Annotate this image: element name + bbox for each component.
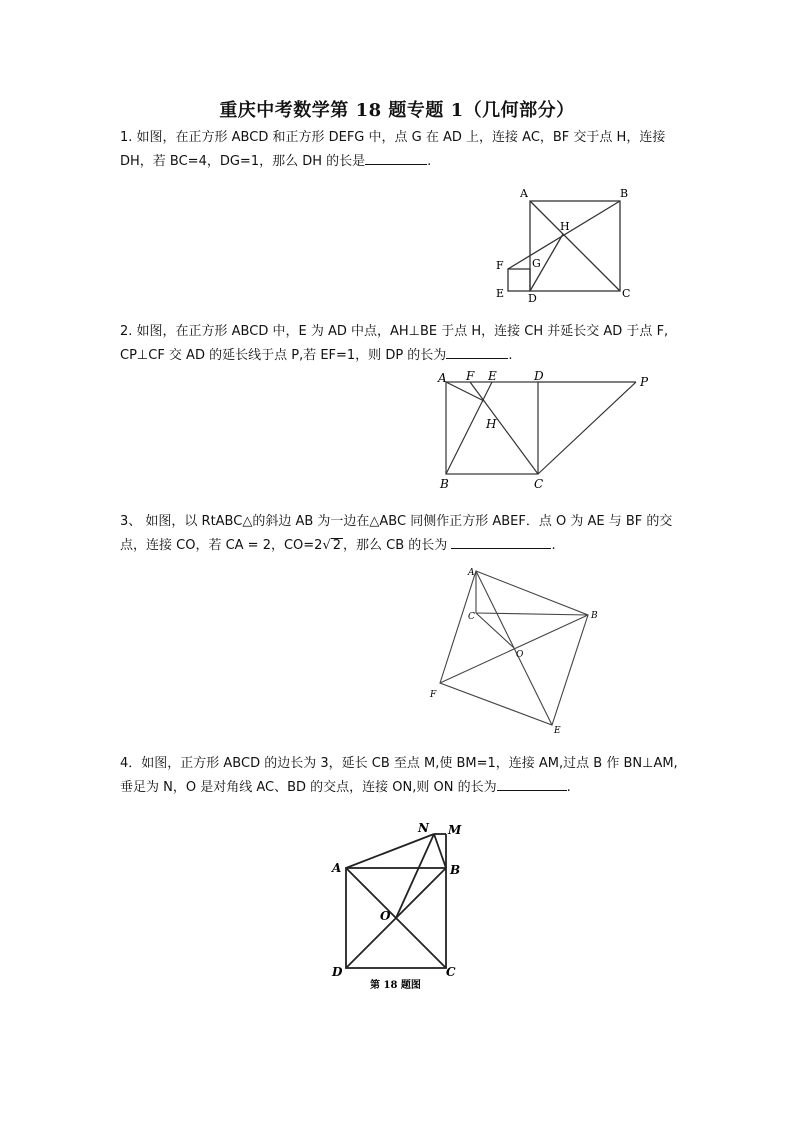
- label-E: E: [496, 287, 505, 300]
- label-C: C: [622, 287, 631, 300]
- answer-blank-3[interactable]: [451, 533, 551, 549]
- question-3-text: 3、 如图，以 RtABC△的斜边 AB 为一边在△ABC 同侧作正方形 ABEF．点 O 为 AE 与 BF 的交点，连接 CO，若 CA = 2，CO=2: [120, 514, 673, 553]
- figure-1: [490, 185, 650, 305]
- label-D: D: [332, 965, 343, 979]
- answer-blank-4[interactable]: [497, 775, 567, 791]
- label-B: B: [440, 477, 449, 491]
- sqrt-radicand: 2: [332, 538, 342, 553]
- question-1-text: 1. 如图，在正方形 ABCD 和正方形 DEFG 中，点 G 在 AD 上，连接 AC，BF 交于点 H，连接 DH，若 BC=4，DG=1，那么 DH 的长是: [120, 130, 666, 169]
- label-E: E: [554, 726, 561, 735]
- figure-2: [430, 368, 660, 493]
- answer-blank-1[interactable]: [365, 149, 427, 165]
- label-F: F: [466, 369, 475, 383]
- question-2: [120, 320, 680, 367]
- label-B: B: [591, 611, 598, 621]
- label-C: C: [534, 477, 544, 491]
- label-A: A: [468, 568, 475, 578]
- question-4-end: .: [566, 780, 571, 795]
- label-H: H: [486, 417, 497, 431]
- label-H: H: [560, 220, 570, 233]
- label-D: D: [534, 369, 544, 383]
- label-A: A: [438, 371, 447, 385]
- answer-blank-2[interactable]: [446, 343, 508, 359]
- figure-4: [326, 818, 476, 994]
- question-4: [120, 752, 680, 799]
- label-F: F: [496, 259, 504, 272]
- label-C: C: [446, 965, 456, 979]
- label-A: A: [520, 187, 528, 200]
- figure-caption: 第 18 题图: [370, 980, 421, 991]
- label-B: B: [450, 863, 461, 877]
- question-3: 3、 如图，以 RtABC△的斜边 AB 为一边在△ABC 同侧作正方形 ABEF．点 O 为 AE 与 BF 的交点，连接 CO，若 CA = 2，CO=2√ 2 ，那么 CB 的长为 .: [120, 514, 673, 553]
- question-1-end: .: [427, 154, 432, 169]
- label-M: M: [448, 823, 462, 837]
- question-3-end: .: [551, 538, 556, 553]
- label-F: F: [430, 690, 437, 700]
- question-2-end: .: [508, 348, 513, 363]
- page-title: 重庆中考数学第 18 题专题 1（几何部分）: [219, 100, 575, 121]
- label-C: C: [468, 612, 475, 622]
- label-B: B: [620, 187, 629, 200]
- question-1: [120, 126, 680, 173]
- label-G: G: [532, 257, 541, 270]
- label-E: E: [488, 369, 497, 383]
- question-3-text-cont: ，那么 CB 的长为: [343, 538, 448, 553]
- figure-3: [420, 565, 600, 735]
- label-N: N: [418, 821, 429, 835]
- question-4-text: 4．如图，正方形 ABCD 的边长为 3，延长 CB 至点 M,使 BM=1，连接 AM,过点 B 作 BN⊥AM,垂足为 N，O 是对角线 AC、BD 的交点，连接 ON,则 ON 的长为: [120, 756, 678, 795]
- question-2-text: 2. 如图，在正方形 ABCD 中，E 为 AD 中点，AH⊥BE 于点 H，连接 CH 并延长交 AD 于点 F, CP⊥CF 交 AD 的延长线于点 P,若 EF=1，则 DP 的长为: [120, 324, 669, 363]
- label-O: O: [380, 909, 391, 923]
- label-A: A: [332, 861, 342, 875]
- label-P: P: [640, 375, 649, 389]
- label-O: O: [516, 650, 524, 660]
- label-D: D: [528, 292, 537, 305]
